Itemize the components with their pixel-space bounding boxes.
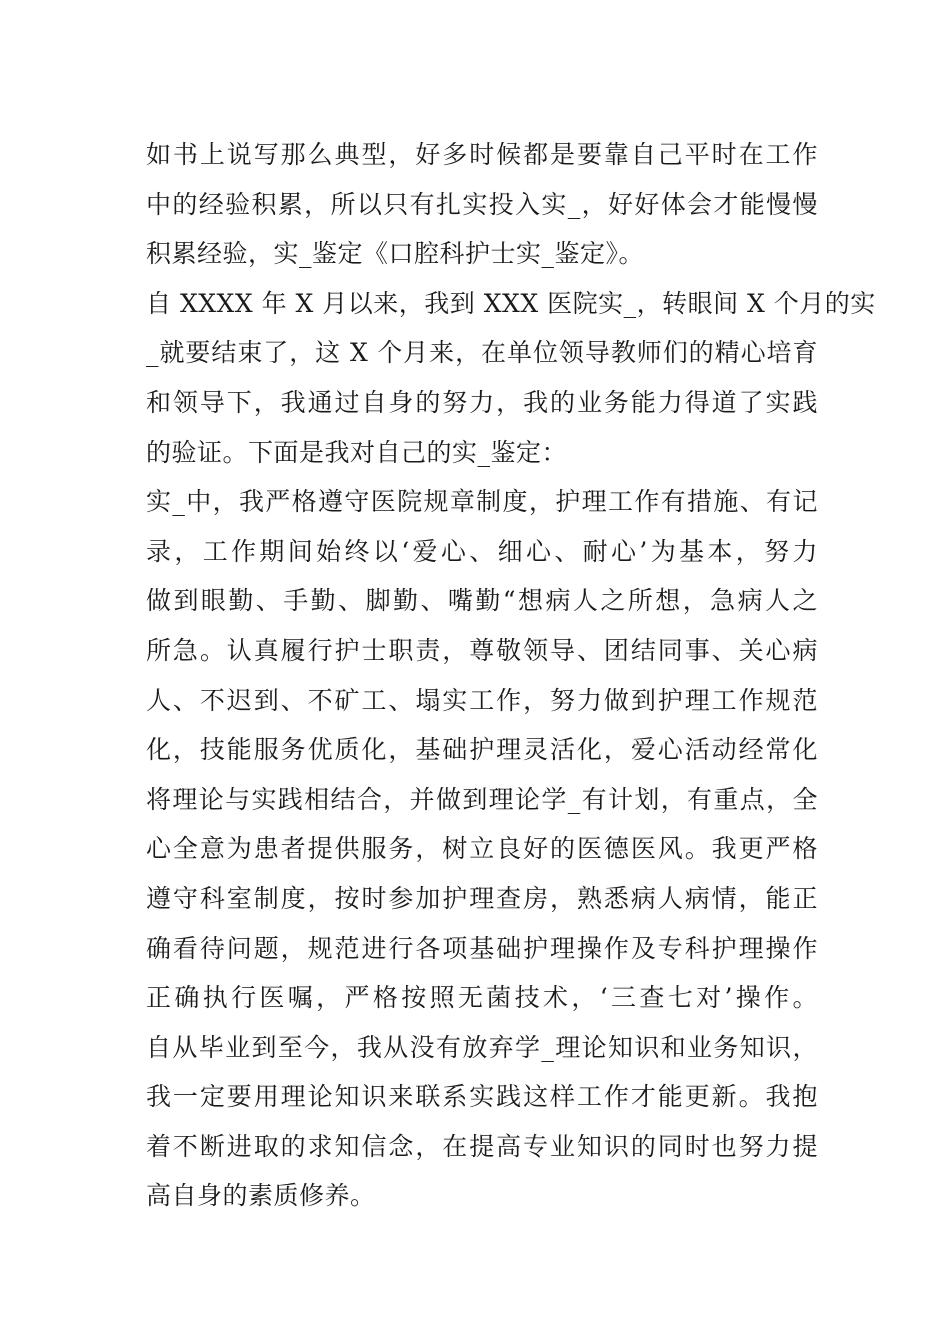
text-line: 中的经验积累，所以只有扎实投入实_，好好体会才能慢慢 [146,189,818,219]
text-line: 化，技能服务优质化，基础护理灵活化，爱心活动经常化 [146,735,818,765]
text-line: 的验证。下面是我对自己的实_鉴定： [146,437,568,467]
text-line: 我一定要用理论知识来联系实践这样工作才能更新。我抱 [146,1082,818,1112]
body-text [146,130,876,1221]
text-line: 确看待问题，规范进行各项基础护理操作及专科护理操作 [146,933,818,963]
text-line: 实_中，我严格遵守医院规章制度，护理工作有措施、有记 [146,487,818,517]
text-line: 录，工作期间始终以‘爱心、细心、耐心’为基本，努力 [146,536,818,566]
text-line: 着不断进取的求知信念，在提高专业知识的同时也努力提 [146,1131,818,1161]
text-line: 正确执行医嘱，严格按照无菌技术，‘三查七对’操作。 [146,983,818,1013]
text-line: 自从毕业到至今，我从没有放弃学_理论知识和业务知识， [146,1032,818,1062]
text-line: 遵守科室制度，按时参加护理查房，熟悉病人病情，能正 [146,883,818,913]
text-line: 自 XXXX 年 X 月以来，我到 XXX 医院实_，转眼间 X 个月的实 [146,288,876,318]
text-line: 人、不迟到、不矿工、塌实工作，努力做到护理工作规范 [146,685,818,715]
text-line: 所急。认真履行护士职责，尊敬领导、团结同事、关心病 [146,635,818,665]
text-line: 将理论与实践相结合，并做到理论学_有计划，有重点，全 [146,784,818,814]
text-line: 心全意为患者提供服务，树立良好的医德医风。我更严格 [146,834,818,864]
text-line: _就要结束了，这 X 个月来，在单位领导教师们的精心培育 [146,338,818,368]
text-line: 做到眼勤、手勤、脚勤、嘴勤“想病人之所想，急病人之 [146,586,818,616]
text-line: 高自身的素质修养。 [146,1181,376,1211]
text-line: 和领导下，我通过自身的努力，我的业务能力得道了实践 [146,387,818,417]
text-line: 如书上说写那么典型，好多时候都是要靠自己平时在工作 [146,140,818,169]
text-line: 积累经验，实_鉴定《口腔科护士实_鉴定》。 [146,239,645,269]
